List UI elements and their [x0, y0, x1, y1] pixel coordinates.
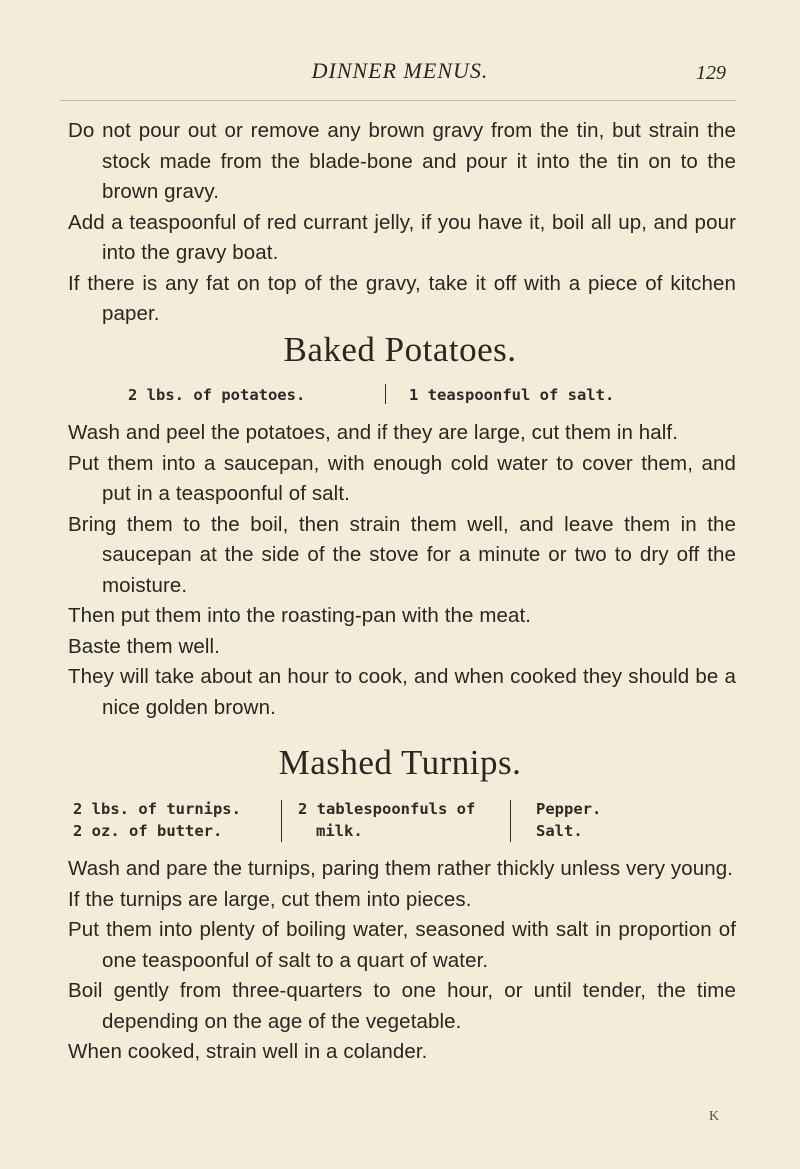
header-rule	[60, 100, 736, 101]
step: Put them into plenty of boiling water, seasoned with salt in proportion of one teaspoonful of salt to a quart of water.	[68, 918, 736, 972]
mashed-turnips-steps	[68, 854, 736, 1068]
ingredient: Salt.	[536, 822, 583, 840]
step: Baste them well.	[68, 634, 220, 658]
step: Wash and peel the potatoes, and if they are large, cut them in half.	[68, 421, 679, 444]
paragraph: If there is any fat on top of the gravy, take it off with a piece of kitchen paper.	[68, 271, 736, 325]
ingredient-column	[536, 798, 601, 842]
ingredient-divider	[510, 800, 511, 842]
step: Bring them to the boil, then strain them well, and leave them in the saucepan at the side of the stove for a minute or two to dry off the moisture.	[68, 512, 736, 597]
step: Boil gently from three-quarters to one hour, or until tender, the time depending on the age of the vegetable.	[68, 979, 736, 1033]
paragraph: Add a teaspoonful of red currant jelly, if you have it, boil all up, and pour into the gravy boat.	[68, 210, 736, 264]
step: They will take about an hour to cook, and when cooked they should be a nice golden brown.	[68, 665, 736, 719]
step: If the turnips are large, cut them into pieces.	[68, 887, 472, 911]
intro-text	[68, 116, 736, 330]
section-title-mashed-turnips: Mashed Turnips.	[278, 743, 522, 782]
running-head: DINNER MENUS.	[311, 58, 489, 83]
ingredient: 2 oz. of butter.	[73, 822, 223, 840]
ingredient: 2 lbs. of potatoes.	[128, 386, 306, 404]
page-number: 129	[696, 62, 726, 84]
ingredient: 2 tablespoonfuls of	[298, 800, 476, 818]
ingredient: 2 lbs. of turnips.	[73, 800, 241, 818]
section-title-baked-potatoes: Baked Potatoes.	[283, 330, 517, 369]
baked-potatoes-steps	[68, 418, 736, 723]
step: When cooked, strain well in a colander.	[68, 1040, 428, 1063]
signature-mark: K	[709, 1109, 720, 1124]
step: Then put them into the roasting-pan with the meat.	[68, 604, 532, 627]
ingredient-divider	[385, 384, 386, 404]
step: Wash and pare the turnips, paring them rather thickly unless very young.	[68, 857, 734, 880]
ingredient: milk.	[316, 822, 363, 840]
ingredient: Pepper.	[536, 800, 602, 818]
ingredient-divider	[281, 800, 282, 842]
ingredient-column	[73, 798, 241, 842]
step: Put them into a saucepan, with enough cold water to cover them, and put in a teaspoonful of salt.	[68, 451, 736, 505]
ingredient: 1 teaspoonful of salt.	[409, 386, 615, 404]
ingredient-column	[298, 798, 475, 842]
paragraph: Do not pour out or remove any brown gravy from the tin, but strain the stock made from the blade-bone and pour it into the tin on to the brown gravy.	[68, 119, 736, 203]
